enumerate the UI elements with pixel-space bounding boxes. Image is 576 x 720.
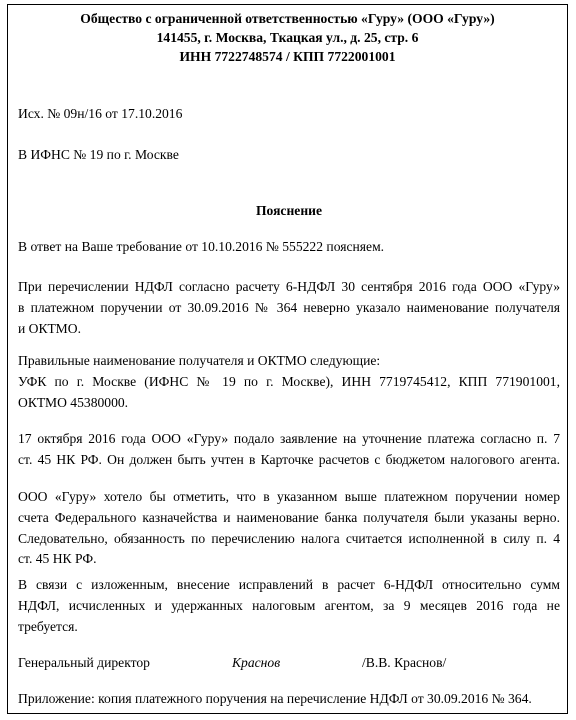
paragraph-line: В связи с изложенным, внесение исправлений в расчет 6-НДФЛ относительно сумм — [18, 577, 560, 592]
paragraph-line: В ответ на Ваше требование от 10.10.2016 № 555222 поясняем. — [18, 239, 385, 254]
paragraph-5 — [18, 487, 560, 570]
signatory-name: /В.В. Краснов/ — [362, 655, 447, 670]
signature: Краснов — [232, 655, 281, 670]
paragraph-line: ст. 45 НК РФ. — [18, 551, 97, 567]
paragraph-line: ст. 45 НК РФ. Он должен быть учтен в Карточке расчетов с бюджетом налогового агента. — [18, 451, 560, 467]
organization-tax-ids: ИНН 7722748574 / КПП 7722001001 — [179, 49, 396, 64]
paragraph-line: в платежном поручении от 30.09.2016 № 364 неверно указало наименование получателя — [18, 299, 560, 315]
organization-name: Общество с ограниченной ответственностью «Гуру» (ООО «Гуру») — [80, 11, 495, 26]
document-page — [7, 4, 568, 714]
signature-row — [18, 653, 560, 674]
paragraph-line: УФК по г. Москве (ИФНС № 19 по г. Москве), ИНН 7719745412, КПП 771901001, — [18, 373, 560, 389]
paragraph-line: ООО «Гуру» хотело бы отметить, что в указанном выше платежном поручении номер — [18, 489, 560, 504]
addressee: В ИФНС № 19 по г. Москве — [18, 147, 179, 162]
paragraph-line: ОКТМО 45380000. — [18, 394, 129, 410]
paragraph-line: требуется. — [18, 618, 78, 634]
paragraph-line: 17 октября 2016 года ООО «Гуру» подало заявление на уточнение платежа согласно п. 7 — [18, 431, 560, 446]
organization-address: 141455, г. Москва, Ткацкая ул., д. 25, стр. 6 — [156, 30, 419, 45]
paragraph-2 — [18, 277, 560, 339]
paragraph-1 — [18, 237, 560, 258]
organization-header — [8, 9, 567, 66]
paragraph-3 — [18, 351, 560, 413]
paragraph-line: и ОКТМО. — [18, 320, 81, 336]
paragraph-line: НДФЛ, исчисленных и удержанных налоговым агентом, за 9 месяцев 2016 года не — [18, 597, 560, 613]
attachment-note: Приложение: копия платежного поручения на перечисление НДФЛ от 30.09.2016 № 364. — [18, 691, 532, 706]
outgoing-reference: Исх. № 09н/16 от 17.10.2016 — [18, 106, 183, 121]
paragraph-line: Следовательно, обязанность по перечислению налога считается исполненной в силу п. 4 — [18, 530, 560, 546]
paragraph-line: счета Федерального казначейства и наименование банка получателя были указаны верно. — [18, 509, 560, 525]
paragraph-line: При перечислении НДФЛ согласно расчету 6-НДФЛ 30 сентября 2016 года ООО «Гуру» — [18, 279, 560, 294]
signatory-position: Генеральный директор — [18, 655, 150, 670]
paragraph-4 — [18, 429, 560, 471]
paragraph-6 — [18, 575, 560, 637]
paragraph-line: Правильные наименование получателя и ОКТМО следующие: — [18, 353, 381, 368]
document-title: Пояснение — [255, 203, 323, 218]
